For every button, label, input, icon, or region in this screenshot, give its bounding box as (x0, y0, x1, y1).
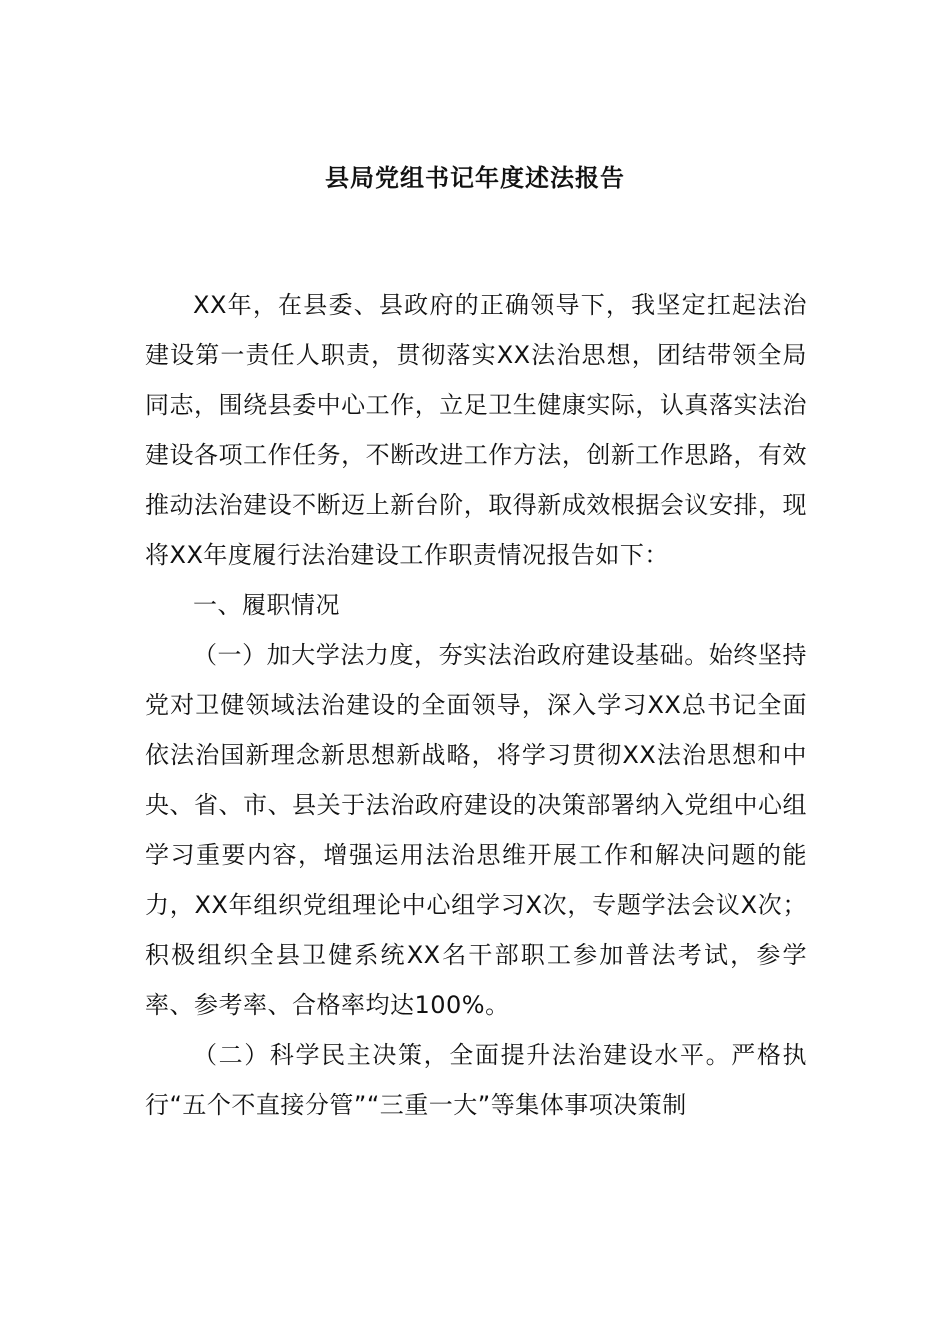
subsection-paragraph-1: （一）加大学法力度，夯实法治政府建设基础。始终坚持党对卫健领域法治建设的全面领导，深入学习XX总书记全面依法治国新理念新思想新战略，将学习贯彻XX法治思想和中央、省、市、县关于法治政府建设的决策部署纳入党组中心组学习重要内容，增强运用法治思维开展工作和解决问题的能力，XX年组织党组理论中心组学习X次，专题学法会议X次；积极组织全县卫健系统XX名干部职工参加普法考试，参学率、参考率、合格率均达100%。 (145, 641, 807, 1019)
document-body (145, 280, 807, 1130)
document-title: 县局党组书记年度述法报告 (325, 164, 625, 192)
subsection-paragraph-2: （二）科学民主决策，全面提升法治建设水平。严格执行“五个不直接分管”“三重一大”等集体事项决策制 (145, 1041, 807, 1119)
section-heading-1: 一、履职情况 (193, 591, 340, 619)
intro-paragraph: XX年，在县委、县政府的正确领导下，我坚定扛起法治建设第一责任人职责，贯彻落实XX法治思想，团结带领全局同志，围绕县委中心工作，立足卫生健康实际，认真落实法治建设各项工作任务，不断改进工作方法，创新工作思路，有效推动法治建设不断迈上新台阶，取得新成效根据会议安排，现将XX年度履行法治建设工作职责情况报告如下： (145, 291, 807, 569)
